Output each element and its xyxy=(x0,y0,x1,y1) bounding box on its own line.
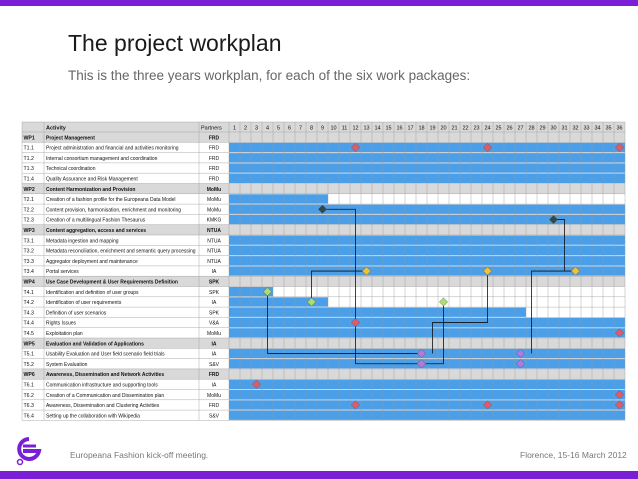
month-label: 7 xyxy=(298,125,303,132)
month-label: 23 xyxy=(473,125,480,132)
month-label: 29 xyxy=(539,125,546,132)
row-activity: Metadata ingestion and mapping xyxy=(46,238,119,245)
row-partner: MoMu xyxy=(207,392,221,399)
slide-title: The project workplan xyxy=(68,30,282,56)
row-partner: NTUA xyxy=(207,258,221,265)
row-partner: IA xyxy=(211,300,217,307)
row-activity: Creation of a fashion profile for the Europeana Data Model xyxy=(46,197,176,204)
row-partner: FRD xyxy=(208,135,220,142)
row-id: T1.3 xyxy=(23,166,34,173)
row-activity: Content aggregation, access and services xyxy=(46,228,147,234)
row-id: T4.4 xyxy=(23,320,34,327)
row-activity: Awareness, Dissemination and Clustering Activities xyxy=(46,403,160,410)
row-partner: FRD xyxy=(208,166,220,173)
row-id: T1.4 xyxy=(23,176,34,183)
row-id: T6.2 xyxy=(23,392,34,399)
header-partners: Partners xyxy=(201,125,222,132)
row-partner: V&A xyxy=(208,320,220,327)
month-label: 17 xyxy=(407,125,414,132)
row-activity: Usability Evaluation and User field scenario field trials xyxy=(46,351,165,358)
row-id: T2.1 xyxy=(23,197,34,204)
month-label: 18 xyxy=(418,125,425,132)
row-id: T4.3 xyxy=(23,310,34,317)
month-label: 24 xyxy=(484,125,491,132)
row-id: T4.5 xyxy=(23,331,34,337)
month-label: 9 xyxy=(320,125,325,132)
row-activity: Technical coordination xyxy=(46,166,96,173)
row-activity: Aggregator deployment and maintenance xyxy=(46,258,138,265)
month-label: 13 xyxy=(363,125,370,132)
row-partner: MoMu xyxy=(207,331,221,337)
row-partner: FRD xyxy=(208,145,220,152)
top-accent-bar xyxy=(0,0,638,6)
row-id: T1.1 xyxy=(23,145,34,152)
row-partner: NTUA xyxy=(207,248,221,255)
row-partner: SPK xyxy=(208,310,220,317)
footer-date: Florence, 15-16 March 2012 xyxy=(520,450,627,460)
row-activity: Definition of user scenarios xyxy=(46,310,107,317)
milestone-diamond xyxy=(439,298,447,306)
month-label: 35 xyxy=(605,125,612,132)
month-label: 32 xyxy=(572,125,579,132)
row-partner: KMKG xyxy=(206,217,222,224)
row-activity: Setting up the collaboration with Wikipedia xyxy=(46,413,140,420)
row-partner: MoMu xyxy=(206,186,222,193)
row-activity: Creation of a multilingual Fashion Thesaurus xyxy=(46,217,146,224)
bottom-accent-bar xyxy=(0,471,638,479)
row-partner: FRD xyxy=(208,403,220,410)
row-partner: NTUA xyxy=(207,238,221,245)
row-activity: Content Harmonization and Provision xyxy=(46,186,136,193)
month-label: 2 xyxy=(243,125,248,132)
row-activity: Use Case Development & User Requirements Definition xyxy=(46,279,178,286)
row-partner: FRD xyxy=(208,176,220,183)
slide-subtitle: This is the three years workplan, for each of the six work packages: xyxy=(68,68,471,83)
month-label: 26 xyxy=(506,125,513,132)
row-id: WP1 xyxy=(23,135,35,142)
row-id: T6.4 xyxy=(23,413,34,420)
row-partner: IA xyxy=(211,269,217,276)
month-label: 6 xyxy=(287,125,292,132)
workplan-gantt-chart xyxy=(22,122,625,420)
row-activity: Content provision, harmonisation, enrichment and monitoring xyxy=(46,207,182,214)
month-label: 22 xyxy=(462,125,469,132)
month-label: 21 xyxy=(451,125,458,132)
month-label: 33 xyxy=(583,125,590,132)
row-partner: IA xyxy=(211,382,217,389)
row-id: WP6 xyxy=(23,372,35,379)
row-id: WP3 xyxy=(23,228,35,234)
row-id: T5.2 xyxy=(23,361,34,368)
row-id: WP4 xyxy=(23,279,35,286)
row-partner: FRD xyxy=(208,372,220,379)
row-id: T5.1 xyxy=(23,351,34,358)
month-label: 27 xyxy=(517,125,524,132)
row-id: T4.2 xyxy=(23,300,34,307)
month-label: 12 xyxy=(352,125,359,132)
month-label: 28 xyxy=(528,125,535,132)
row-id: WP5 xyxy=(23,341,35,348)
header-activity: Activity xyxy=(46,125,66,132)
month-label: 14 xyxy=(374,125,381,132)
task-bar xyxy=(229,308,526,317)
row-partner: MoMu xyxy=(207,207,221,214)
month-label: 36 xyxy=(616,125,623,132)
row-partner: FRD xyxy=(208,155,220,162)
row-partner: MoMu xyxy=(207,197,221,204)
row-activity: Portal services xyxy=(46,269,79,276)
row-partner: SPK xyxy=(208,279,220,286)
europeana-fashion-logo-icon xyxy=(14,434,44,466)
row-activity: Communication infrastructure and supporting tools xyxy=(46,382,158,389)
row-partner: IA xyxy=(211,341,217,348)
row-activity: Identification and definition of user groups xyxy=(46,289,139,296)
row-partner: SPK xyxy=(208,289,220,296)
row-id: T3.3 xyxy=(23,258,34,265)
row-id: T3.4 xyxy=(23,269,34,276)
month-label: 4 xyxy=(265,125,270,132)
row-id: T3.2 xyxy=(23,248,34,255)
row-activity: Project Management xyxy=(46,135,95,142)
row-activity: Identification of user requirements xyxy=(46,300,122,307)
row-activity: System Evaluation xyxy=(46,361,88,368)
row-id: T3.1 xyxy=(23,238,34,245)
month-label: 1 xyxy=(232,125,237,132)
footer-event: Europeana Fashion kick-off meeting. xyxy=(70,450,209,460)
month-label: 5 xyxy=(276,125,281,132)
row-partner: NTUA xyxy=(207,228,221,234)
row-id: T4.1 xyxy=(23,289,34,296)
month-label: 34 xyxy=(594,125,601,132)
row-id: T6.3 xyxy=(23,403,34,410)
row-id: T2.3 xyxy=(23,217,34,224)
row-partner: S&V xyxy=(208,413,220,420)
row-id: WP2 xyxy=(23,186,35,193)
month-label: 31 xyxy=(561,125,568,132)
month-label: 19 xyxy=(429,125,436,132)
month-label: 10 xyxy=(330,125,337,132)
wp-row-bg xyxy=(22,132,625,142)
row-activity: Rights Issues xyxy=(46,320,77,327)
month-label: 20 xyxy=(440,125,447,132)
row-activity: Creation of a Communication and Dissemination plan xyxy=(46,392,165,399)
row-activity: Evaluation and Validation of Applications xyxy=(46,341,144,348)
month-label: 25 xyxy=(495,125,502,132)
row-id: T6.1 xyxy=(23,382,34,389)
month-label: 8 xyxy=(309,125,314,132)
month-label: 3 xyxy=(254,125,259,132)
row-activity: Project administration and financial and activities monitoring xyxy=(46,145,179,152)
row-activity: Metadata reconciliation, enrichment and semantic query processing xyxy=(46,248,196,255)
row-activity: Internal consortium management and coordination xyxy=(46,155,158,162)
row-activity: Quality Assurance and Risk Management xyxy=(46,176,138,183)
row-partner: IA xyxy=(211,351,217,358)
row-id: T2.2 xyxy=(23,207,34,214)
month-label: 15 xyxy=(385,125,392,132)
row-activity: Exploitation plan xyxy=(46,331,83,337)
task-bar xyxy=(229,194,328,203)
row-activity: Awareness, Dissemination and Network Activities xyxy=(46,372,165,379)
month-label: 11 xyxy=(341,125,348,132)
row-id: T1.2 xyxy=(23,155,34,162)
month-label: 16 xyxy=(396,125,403,132)
row-partner: S&V xyxy=(208,361,220,368)
month-label: 30 xyxy=(550,125,557,132)
